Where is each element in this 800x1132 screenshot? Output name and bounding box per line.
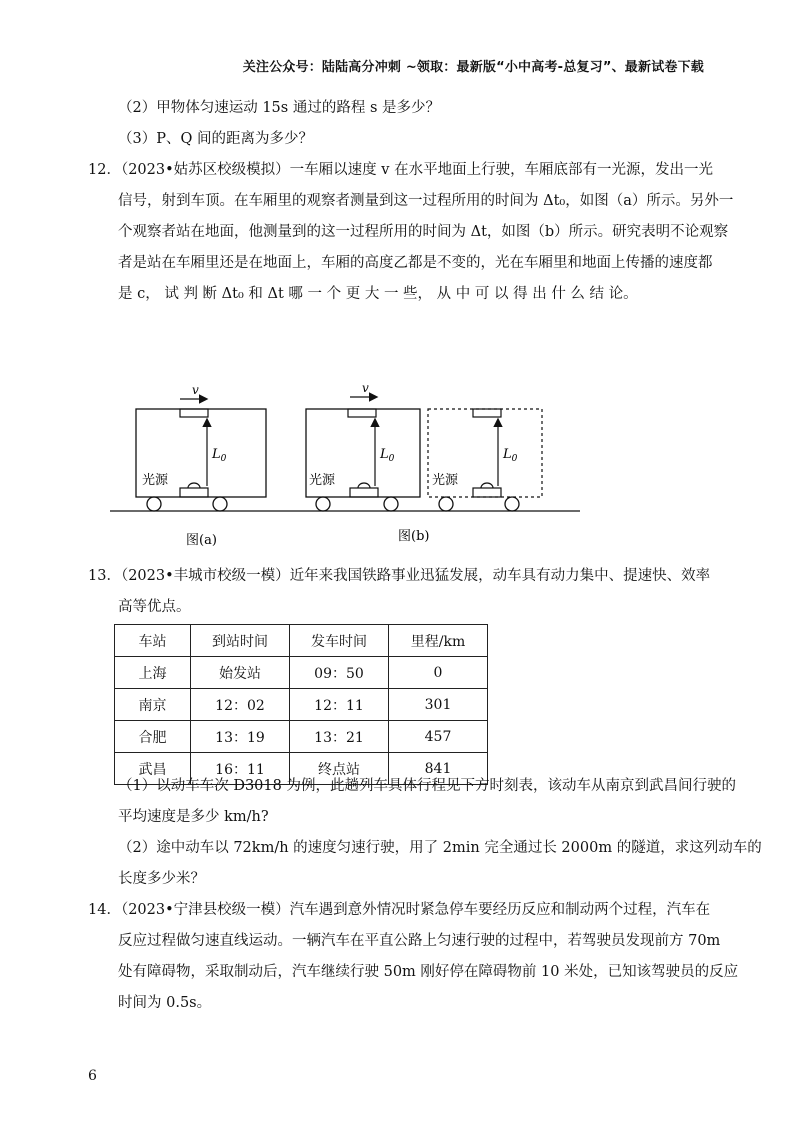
q14-line2: 反应过程做匀速直线运动。一辆汽车在平直公路上匀速行驶的过程中，若驾驶员发现前方 70m	[118, 933, 721, 949]
q13-part2-line2: 长度多少米？	[118, 871, 205, 887]
q12-line4: 者是站在车厢里还是在地面上，车厢的高度乙都是不变的，光在车厢里和地面上传播的速度都	[118, 255, 713, 271]
table-cell: 13：19	[191, 721, 290, 753]
q12-line1: 12．（2023•姑苏区校级模拟）一车厢以速度 v 在水平地面上行驶，车厢底部有一光源，发出一光	[88, 162, 714, 178]
car-b	[306, 381, 420, 511]
velocity-label-a: v	[192, 383, 199, 397]
table-header-cell: 到站时间	[191, 625, 290, 657]
car-a	[136, 383, 266, 511]
velocity-label-b: v	[362, 381, 369, 395]
q11-part3: （3）P、Q 间的距离为多少？	[118, 131, 313, 147]
table-cell: 南京	[115, 689, 191, 721]
q13-part1-line2: 平均速度是多少 km/h?	[118, 809, 269, 825]
q13-part2-line1: （2）途中动车以 72km/h 的速度匀速行驶，用了 2min 完全通过长 2000m 的隧道，求这列动车的	[118, 840, 762, 856]
table-cell: 合肥	[115, 721, 191, 753]
page-number: 6	[88, 1068, 97, 1084]
svg-text:L0: $L_0$	[380, 447, 395, 464]
table-cell: 武昌	[115, 753, 191, 785]
table-cell: 0	[389, 657, 488, 689]
q14-line4: 时间为 0.5s。	[118, 995, 212, 1011]
svg-text:L0: $L_0$	[503, 447, 518, 464]
height-label-a: L	[212, 447, 221, 462]
q14-line3: 处有障碍物，采取制动后，汽车继续行驶 50m 刚好停在障碍物前 10 米处，已知该驾驶员的反应	[118, 964, 739, 980]
table-cell: 301	[389, 689, 488, 721]
q12-line2: 信号，射到车顶。在车厢里的观察者测量到这一过程所用的时间为 Δt₀，如图（a）所示。另外一	[118, 193, 734, 209]
table-cell: 终点站	[290, 753, 389, 785]
height-label-b: L	[380, 447, 389, 462]
table-cell: 16：11	[191, 753, 290, 785]
car-b-dashed	[428, 409, 542, 511]
q13-line2: 高等优点。	[118, 599, 191, 615]
height-label-c: L	[503, 447, 512, 462]
table-row	[115, 657, 488, 689]
table-header-cell: 发车时间	[290, 625, 389, 657]
caption-b: 图(b)	[398, 529, 430, 544]
light-source-label-b: 光源	[309, 473, 336, 488]
q12-line5: 是 c， 试 判 断 Δt₀ 和 Δt 哪 一 个 更 大 一 些， 从 中 可 以 得 出 什 么 结 论。	[118, 286, 638, 302]
q11-part2: （2）甲物体匀速运动 15s 通过的路程 s 是多少？	[118, 100, 440, 116]
table-row	[115, 689, 488, 721]
q14-line1: 14．（2023•宁津县校级一模）汽车遇到意外情况时紧急停车要经历反应和制动两个过程，汽车在	[88, 902, 711, 918]
light-source-label-c: 光源	[432, 473, 459, 488]
table-cell: 上海	[115, 657, 191, 689]
q12-line3: 个观察者站在地面，他测量到的这一过程所用的时间为 Δt，如图（b）所示。研究表明不论观察	[118, 224, 729, 240]
train-timetable	[114, 624, 488, 785]
table-cell: 12：11	[290, 689, 389, 721]
svg-text:L0: $L_0$	[212, 447, 227, 464]
table-cell: 457	[389, 721, 488, 753]
table-header-row	[115, 625, 488, 657]
table-cell: 841	[389, 753, 488, 785]
q13-line1: 13．（2023•丰城市校级一模）近年来我国铁路事业迅猛发展，动车具有动力集中、提速快、效率	[88, 568, 711, 584]
table-header-cell: 里程/km	[389, 625, 488, 657]
q13-part1-line1: （1）以动车车次 D3018 为例，此趟列车具体行程见下方时刻表，该动车从南京到武昌间行驶的	[118, 778, 736, 794]
table-header-cell: 车站	[115, 625, 191, 657]
caption-a: 图(a)	[186, 533, 217, 548]
table-row	[115, 721, 488, 753]
light-source-label-a: 光源	[142, 473, 169, 488]
table-cell: 12：02	[191, 689, 290, 721]
table-cell: 13：21	[290, 721, 389, 753]
table-cell: 09：50	[290, 657, 389, 689]
table-cell: 始发站	[191, 657, 290, 689]
page-header: 关注公众号：陆陆高分冲刺 ~领取：最新版“小中高考-总复习”、最新试卷下载	[242, 60, 704, 75]
train-light-figure	[110, 370, 590, 560]
